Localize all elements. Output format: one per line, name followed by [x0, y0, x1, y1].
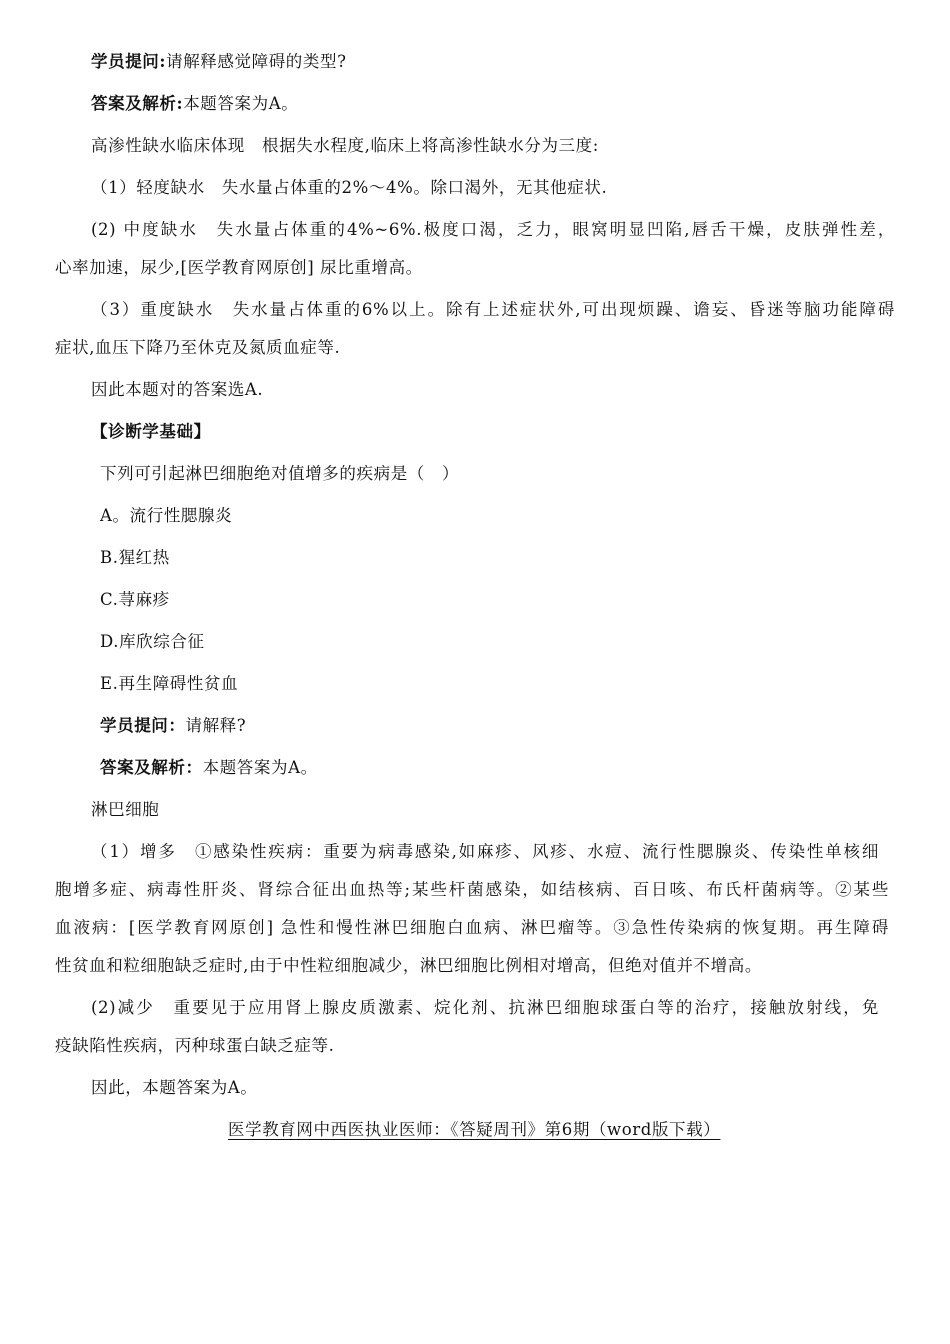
q1-paragraph-1: （1）轻度缺水 失水量占体重的2%～4%。除口渴外，无其他症状. [91, 178, 608, 197]
q2-increase-line-4: 性贫血和粒细胞缺乏症时,由于中性粒细胞减少，淋巴细胞比例相对增高，但绝对值并不增高。 [55, 956, 762, 975]
q1-conclusion: 因此本题对的答案选A. [91, 380, 264, 399]
q2-answer-label: 答案及解析： [100, 758, 203, 777]
q1-paragraph-2-line-1: (2) 中度缺水 失水量占体重的4%~6%.极度口渴，乏力，眼窝明显凹陷,唇舌干燥，皮肤弹性差， [91, 220, 895, 239]
section-heading-text: 【诊断学基础】 [91, 422, 211, 441]
q1-intro: 高渗性缺水临床体现 根据失水程度,临床上将高渗性缺水分为三度: [91, 136, 599, 155]
q1-student-question [91, 52, 347, 72]
q2-option-d: D.库欣综合征 [100, 632, 205, 651]
q2-option-e: E.再生障碍性贫血 [100, 674, 239, 693]
q2-conclusion: 因此，本题答案为A。 [91, 1078, 258, 1097]
q2-answer [100, 758, 318, 778]
q2-option-a: A。流行性腮腺炎 [100, 506, 233, 525]
q2-student-question [100, 716, 246, 736]
q2-decrease-line-1: (2)减少 重要见于应用肾上腺皮质激素、烷化剂、抗淋巴细胞球蛋白等的治疗，接触放射线，免 [91, 998, 879, 1017]
q2-topic: 淋巴细胞 [91, 800, 160, 819]
footer-download-link[interactable]: 医学教育网中西医执业医师：《答疑周刊》第6期（word版下载） [228, 1120, 721, 1139]
q1-paragraph-3-line-1: （3）重度缺水 失水量占体重的6%以上。除有上述症状外,可出现烦躁、谵妄、昏迷等脑功能障碍 [91, 300, 895, 319]
q2-increase-line-3: 血液病：[医学教育网原创] 急性和慢性淋巴细胞白血病、淋巴瘤等。③急性传染病的恢复期。再生障碍 [55, 918, 889, 937]
q1-ask-label: 学员提问: [91, 52, 167, 71]
section-heading [91, 422, 211, 442]
q1-paragraph-3-line-2: 症状,血压下降乃至休克及氮质血症等. [55, 338, 341, 357]
q2-increase-line-2: 胞增多症、病毒性肝炎、肾综合征出血热等;某些杆菌感染，如结核病、百日咳、布氏杆菌病等。②某些 [55, 880, 889, 899]
q2-answer-text: 本题答案为A。 [202, 758, 318, 777]
q2-decrease-line-2: 疫缺陷性疾病，丙种球蛋白缺乏症等. [55, 1036, 335, 1055]
q1-answer-label: 答案及解析: [91, 94, 184, 113]
q1-paragraph-2-line-2: 心率加速，尿少,[医学教育网原创] 尿比重增高。 [55, 258, 423, 277]
q2-ask-label: 学员提问： [100, 716, 186, 735]
q2-option-c: C.荨麻疹 [100, 590, 170, 609]
q1-answer [91, 94, 298, 114]
q2-increase-line-1: （1）增多 ①感染性疾病：重要为病毒感染,如麻疹、风疹、水痘、流行性腮腺炎、传染性单核细 [91, 842, 879, 861]
q1-answer-text: 本题答案为A。 [183, 94, 299, 113]
q1-ask-text: 请解释感觉障碍的类型? [166, 52, 347, 71]
q2-question: 下列可引起淋巴细胞绝对值增多的疾病是（ ） [100, 464, 460, 483]
q2-option-b: B.猩红热 [100, 548, 170, 567]
q2-ask-text: 请解释? [185, 716, 247, 735]
